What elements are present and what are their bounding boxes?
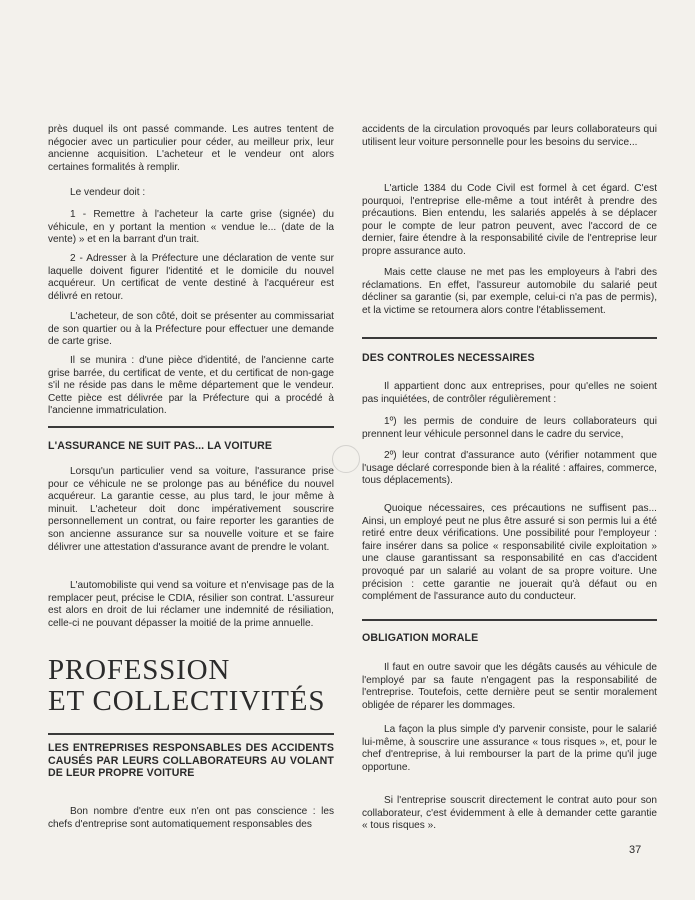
page-title <box>48 655 338 717</box>
paragraph: près duquel ils ont passé commande. Les autres tentent de négocier avec un particulier pour céder, au meilleur prix, leur ancienne acquisition. L'acheteur et le vendeur ont alors certaines formalités à remplir. <box>48 124 334 173</box>
paragraph: accidents de la circulation provoqués par leurs collaborateurs qui utilisent leur voiture personnelle pour les besoins du service... <box>362 124 657 148</box>
paragraph: 2 - Adresser à la Préfecture une déclaration de vente sur laquelle doivent figurer l'identité et le domicile du nouvel acquéreur. Un certificat de vente destiné à l'acquéreur est délivré en retour. <box>48 253 334 302</box>
page-title-line: PROFESSION <box>48 654 231 686</box>
paragraph: L'article 1384 du Code Civil est formel à cet égard. C'est pourquoi, l'entreprise elle-même a tout intérêt à prendre des précautions. Bien entendu, les salariés appelés à se déplacer pour le compte de leur patron peuvent, avec l'accord de ce dernier, faire étendre à la responsabilité civile de l'entreprise leur propre assurance auto. <box>362 183 657 257</box>
section-rule <box>362 337 657 339</box>
paragraph: Le vendeur doit : <box>70 187 146 198</box>
paragraph: 1 - Remettre à l'acheteur la carte grise (signée) du véhicule, en y portant la mention « vendue le... (date de la vente) » et en la barrant d'un trait. <box>48 209 334 246</box>
paragraph: Quoique nécessaires, ces précautions ne suffisent pas... Ainsi, un employé peut ne plus être assuré si son permis lui a été retiré entre deux vérifications. Une possibilité pour l'employeur : faire insérer dans sa police « responsabilité civile exploitation » une clause garantissant sa responsabilité en cas d'accident provoqué par un salarié au volant de sa propre voiture. Une précision : cette garantie ne jouerait qu'à défaut ou en complément de l'assurance auto du conducteur. <box>362 503 657 603</box>
paragraph: Il se munira : d'une pièce d'identité, de l'ancienne carte grise barrée, du certificat de vente, et du certificat de non-gage s'il ne réside pas dans le même département que le vendeur. Cette pièce est délivrée par la Préfecture qui a procédé à l'ancienne immatriculation. <box>48 355 334 417</box>
section-heading: L'ASSURANCE NE SUIT PAS... LA VOITURE <box>48 440 272 452</box>
section-heading: DES CONTROLES NECESSAIRES <box>362 352 535 364</box>
paragraph: L'automobiliste qui vend sa voiture et n'envisage pas de la remplacer peut, précise le CDIA, résilier son contrat. L'assureur est alors en droit de lui réclamer une indemnité de résiliation, celle-ci ne pouvant dépasser la moitié de la prime annuelle. <box>48 580 334 629</box>
section-rule <box>362 619 657 621</box>
paragraph: Il appartient donc aux entreprises, pour qu'elles ne soient pas inquiétées, de contrôler régulièrement : <box>362 381 657 405</box>
library-stamp <box>332 445 360 473</box>
paragraph: Bon nombre d'entre eux n'en ont pas conscience : les chefs d'entreprise sont automatiquement responsables des <box>48 806 334 830</box>
section-rule <box>48 733 334 735</box>
section-heading: LES ENTREPRISES RESPONSABLES DES ACCIDENTS CAUSÉS PAR LEURS COLLABORATEURS AU VOLANT DE LEUR PROPRE VOITURE <box>48 742 334 779</box>
paragraph: L'acheteur, de son côté, doit se présenter au commissariat de son quartier ou à la Préfecture pour effectuer une demande de carte grise. <box>48 311 334 348</box>
paragraph: 2º) leur contrat d'assurance auto (vérifier notamment que l'usage déclaré corresponde bien à la réalité : affaires, commerce, tous déplacements). <box>362 450 657 487</box>
paragraph: Lorsqu'un particulier vend sa voiture, l'assurance prise pour ce véhicule ne se prolonge pas au bénéfice du nouvel acquéreur. La garantie cesse, au plus tard, le jour même à minuit. L'acheteur doit donc impérativement souscrire personnellement un contrat, ou faire reporter les garanties de son ancienne assurance sur sa nouvelle voiture et se faire délivrer une attestation d'assurance avant de prendre le volant. <box>48 466 334 553</box>
page-title-line: ET COLLECTIVITÉS <box>48 685 326 717</box>
section-rule <box>48 426 334 428</box>
paragraph: Si l'entreprise souscrit directement le contrat auto pour son collaborateur, c'est évidemment à elle à demander cette garantie « tous risques ». <box>362 795 657 832</box>
paragraph: Mais cette clause ne met pas les employeurs à l'abri des réclamations. En effet, l'assureur automobile du salarié peut décliner sa garantie (si, par exemple, celui-ci n'a pas de permis), et la victime se retournera alors contre l'établissement. <box>362 267 657 316</box>
paragraph: La façon la plus simple d'y parvenir consiste, pour le salarié lui-même, à souscrire une assurance « tous risques », et, pour le chef d'entreprise, à lui rembourser la part de la prime qu'il juge opportune. <box>362 724 657 773</box>
paragraph: Il faut en outre savoir que les dégâts causés au véhicule de l'employé par sa faute n'engagent pas la responsabilité de l'entreprise. Toutefois, cette dernière peut se sentir moralement obligée de réparer les dommages. <box>362 662 657 711</box>
section-heading: OBLIGATION MORALE <box>362 632 479 644</box>
show-through-text <box>469 46 483 101</box>
page-number: 37 <box>629 844 642 856</box>
paragraph: 1º) les permis de conduire de leurs collaborateurs qui prennent leur véhicule personnel dans le cadre du service, <box>362 416 657 440</box>
